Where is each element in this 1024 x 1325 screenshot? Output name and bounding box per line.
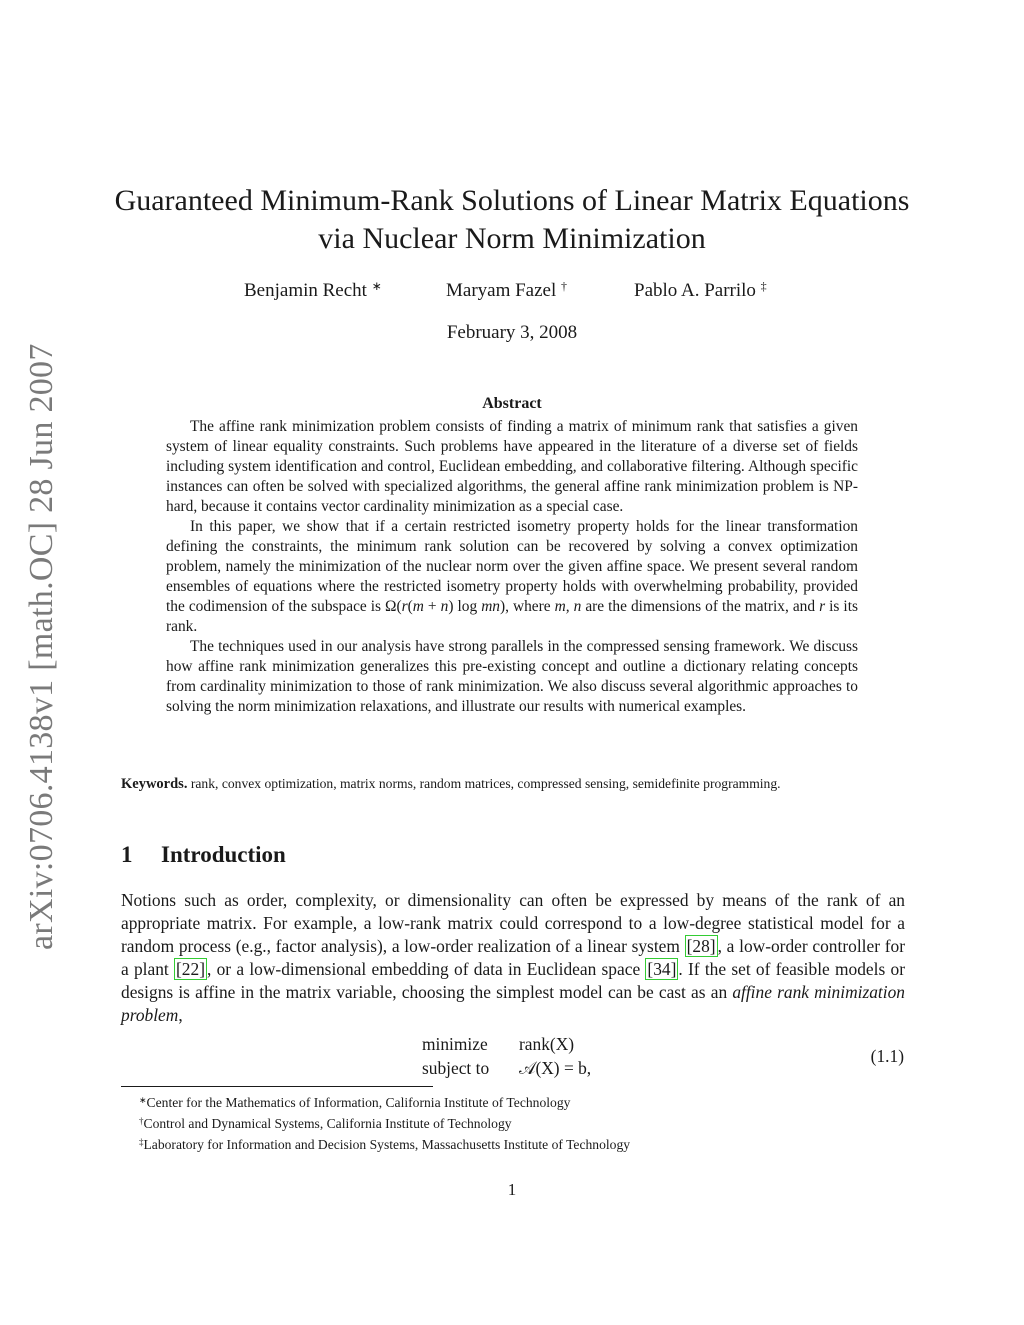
equation-label-minimize: minimize bbox=[422, 1034, 488, 1054]
abstract-heading: Abstract bbox=[482, 395, 542, 412]
arxiv-identifier-stamp: arXiv:0706.4138v1 [math.OC] 28 Jun 2007 bbox=[23, 343, 60, 950]
equation-constraint: 𝒜(X) = b, bbox=[519, 1058, 592, 1078]
section-title: Introduction bbox=[161, 842, 286, 867]
footnote: ∗Center for the Mathematics of Information, California Institute of Technology bbox=[139, 1095, 571, 1110]
intro-paragraph: Notions such as order, complexity, or dimensionality can often be expressed by means of the rank of an appropriate matrix. For example, a low-rank matrix could correspond to a low-degree statistical model for a random process (e.g., factor analysis), a low-order realization of a linear system [28] , a low-order controller for a plant [22] , or a low-dimensional embedding of data in Euclidean space [34] . If the set of feasible models or designs is affine in the matrix variable, choosing the simplest model can be cast as an affine rank minimization problem, bbox=[121, 890, 905, 1025]
citation-link[interactable]: [22] bbox=[176, 959, 205, 979]
paper-title-line-2: via Nuclear Norm Minimization bbox=[318, 222, 706, 255]
keywords-label: Keywords. bbox=[121, 776, 188, 792]
author-recht: Benjamin Recht ∗ bbox=[244, 279, 382, 301]
footnote: †Control and Dynamical Systems, California Institute of Technology bbox=[139, 1116, 512, 1131]
equation-label-subject-to: subject to bbox=[422, 1058, 490, 1078]
equation-objective: rank(X) bbox=[519, 1034, 575, 1054]
abstract-body bbox=[166, 417, 858, 717]
abstract-paragraph: In this paper, we show that if a certain restricted isometry property holds for the linear transformation defining the constraints, the minimum rank solution can be recovered by solving a convex optimization problem, namely the minimization of the nuclear norm over the given affine space. We present several random ensembles of equations where the restricted isometry property holds with overwhelming probability, provided the codimension of the subspace is Ω(r(m + n) log mn), where m, n are the dimensions of the matrix, and r is its rank. bbox=[166, 518, 858, 635]
paper-title-line-1: Guaranteed Minimum-Rank Solutions of Linear Matrix Equations bbox=[114, 184, 910, 217]
equation-number: (1.1) bbox=[870, 1046, 904, 1066]
author-footnote-mark[interactable]: ∗ bbox=[371, 279, 382, 293]
abstract-paragraph: The techniques used in our analysis have strong parallels in the compressed sensing framework. We discuss how affine rank minimization generalizes this pre-existing concept and outline a dictionary relating concepts from cardinality minimization to those of rank minimization. We also discuss several algorithmic approaches to solving the norm minimization relaxations, and illustrate our results with numerical examples. bbox=[166, 638, 858, 715]
keywords-text: rank, convex optimization, matrix norms, random matrices, compressed sensing, semidefinite programming. bbox=[190, 776, 781, 791]
page-number: 1 bbox=[507, 1180, 517, 1199]
abstract-paragraph: The affine rank minimization problem consists of finding a matrix of minimum rank that satisfies a given system of linear equality constraints. Such problems have appeared in the literature of a diverse set of fields including system identification and control, Euclidean embedding, and collaborative filtering. Although specific instances can often be solved with specialized algorithms, the general affine rank minimization problem is NP-hard, because it contains vector cardinality minimization as a special case. bbox=[166, 418, 858, 515]
emphasized-term: affine rank minimization problem bbox=[121, 982, 905, 1025]
footnote: ‡Laboratory for Information and Decision Systems, Massachusetts Institute of Technology bbox=[139, 1137, 631, 1152]
publication-date: February 3, 2008 bbox=[446, 322, 578, 343]
citation-link[interactable]: [28] bbox=[686, 936, 716, 956]
equation-1-1 bbox=[120, 1034, 904, 1082]
author-fazel: Maryam Fazel † bbox=[446, 279, 568, 301]
keywords bbox=[121, 773, 907, 795]
author-footnote-mark[interactable]: ‡ bbox=[760, 279, 767, 293]
footnotes bbox=[139, 1093, 909, 1156]
section-number: 1 bbox=[121, 842, 133, 867]
author-parrilo: Pablo A. Parrilo ‡ bbox=[634, 279, 767, 301]
author-footnote-mark[interactable]: † bbox=[561, 279, 568, 293]
paper-title bbox=[100, 182, 924, 258]
footnote-divider bbox=[121, 1086, 433, 1087]
citation-link[interactable]: [34] bbox=[647, 959, 677, 979]
section-heading bbox=[121, 842, 286, 868]
author-list bbox=[0, 280, 1024, 310]
